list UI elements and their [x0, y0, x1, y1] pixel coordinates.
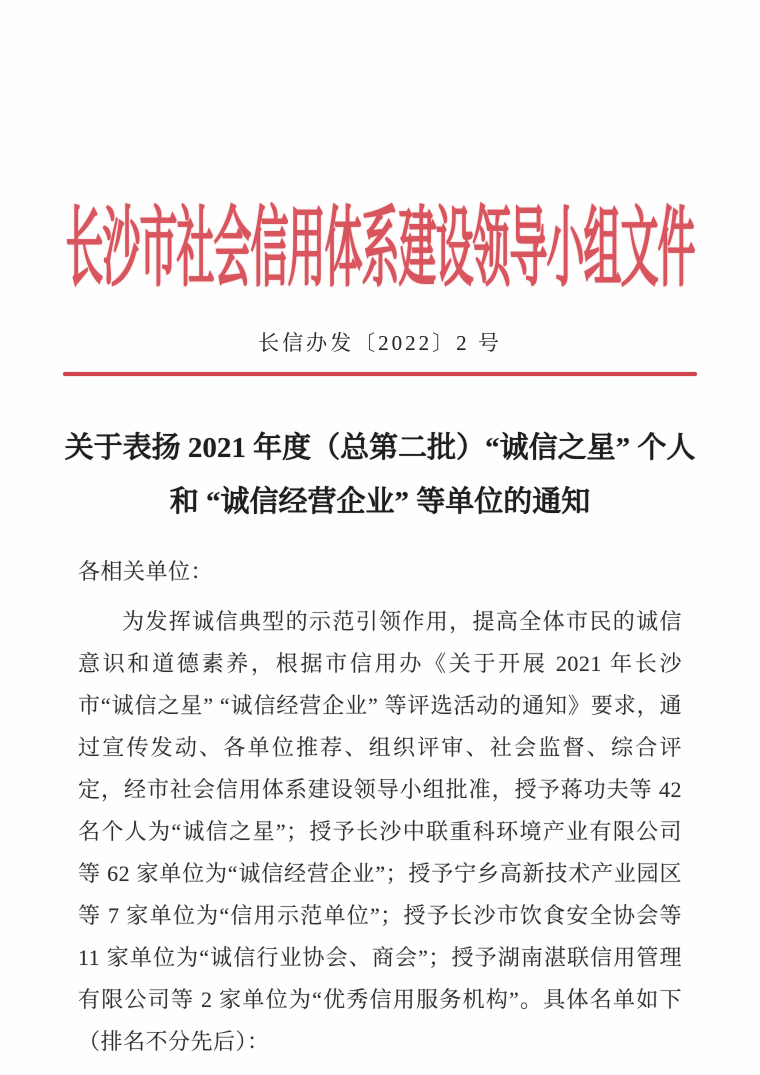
- salutation: 各相关单位：: [78, 559, 214, 584]
- notice-title-line-2: 和 “诚信经营企业” 等单位的通知: [169, 486, 591, 518]
- document-number: 长信办发〔2022〕2 号: [258, 331, 502, 355]
- document-header-title: 长沙市社会信用体系建设领导小组文件: [65, 202, 695, 299]
- document-body: [78, 551, 682, 1063]
- body-paragraph: 为发挥诚信典型的示范引领作用，提高全体市民的诚信意识和道德素养，根据市信用办《关于开展 2021 年长沙市“诚信之星” “诚信经营企业” 等评选活动的通知》要求，通过宣传发动、各单位推荐、组织评审、社会监督、综合评定，经市社会信用体系建设领导小组批准，授予蒋功夫等 42 名个人为“诚信之星”；授予长沙中联重科环境产业有限公司等 62 家单位为“诚信经营企业”；授予宁乡高新技术产业园区等 7 家单位为“信用示范单位”；授予长沙市饮食安全协会等 11 家单位为“诚信行业协会、商会”；授予湖南湛联信用管理有限公司等 2 家单位为“优秀信用服务机构”。具体名单如下（排名不分先后）：: [78, 609, 682, 1054]
- red-divider-line: [63, 372, 697, 376]
- notice-title-line-1: 关于表扬 2021 年度（总第二批）“诚信之星” 个人: [64, 432, 696, 464]
- notice-title: [30, 421, 730, 529]
